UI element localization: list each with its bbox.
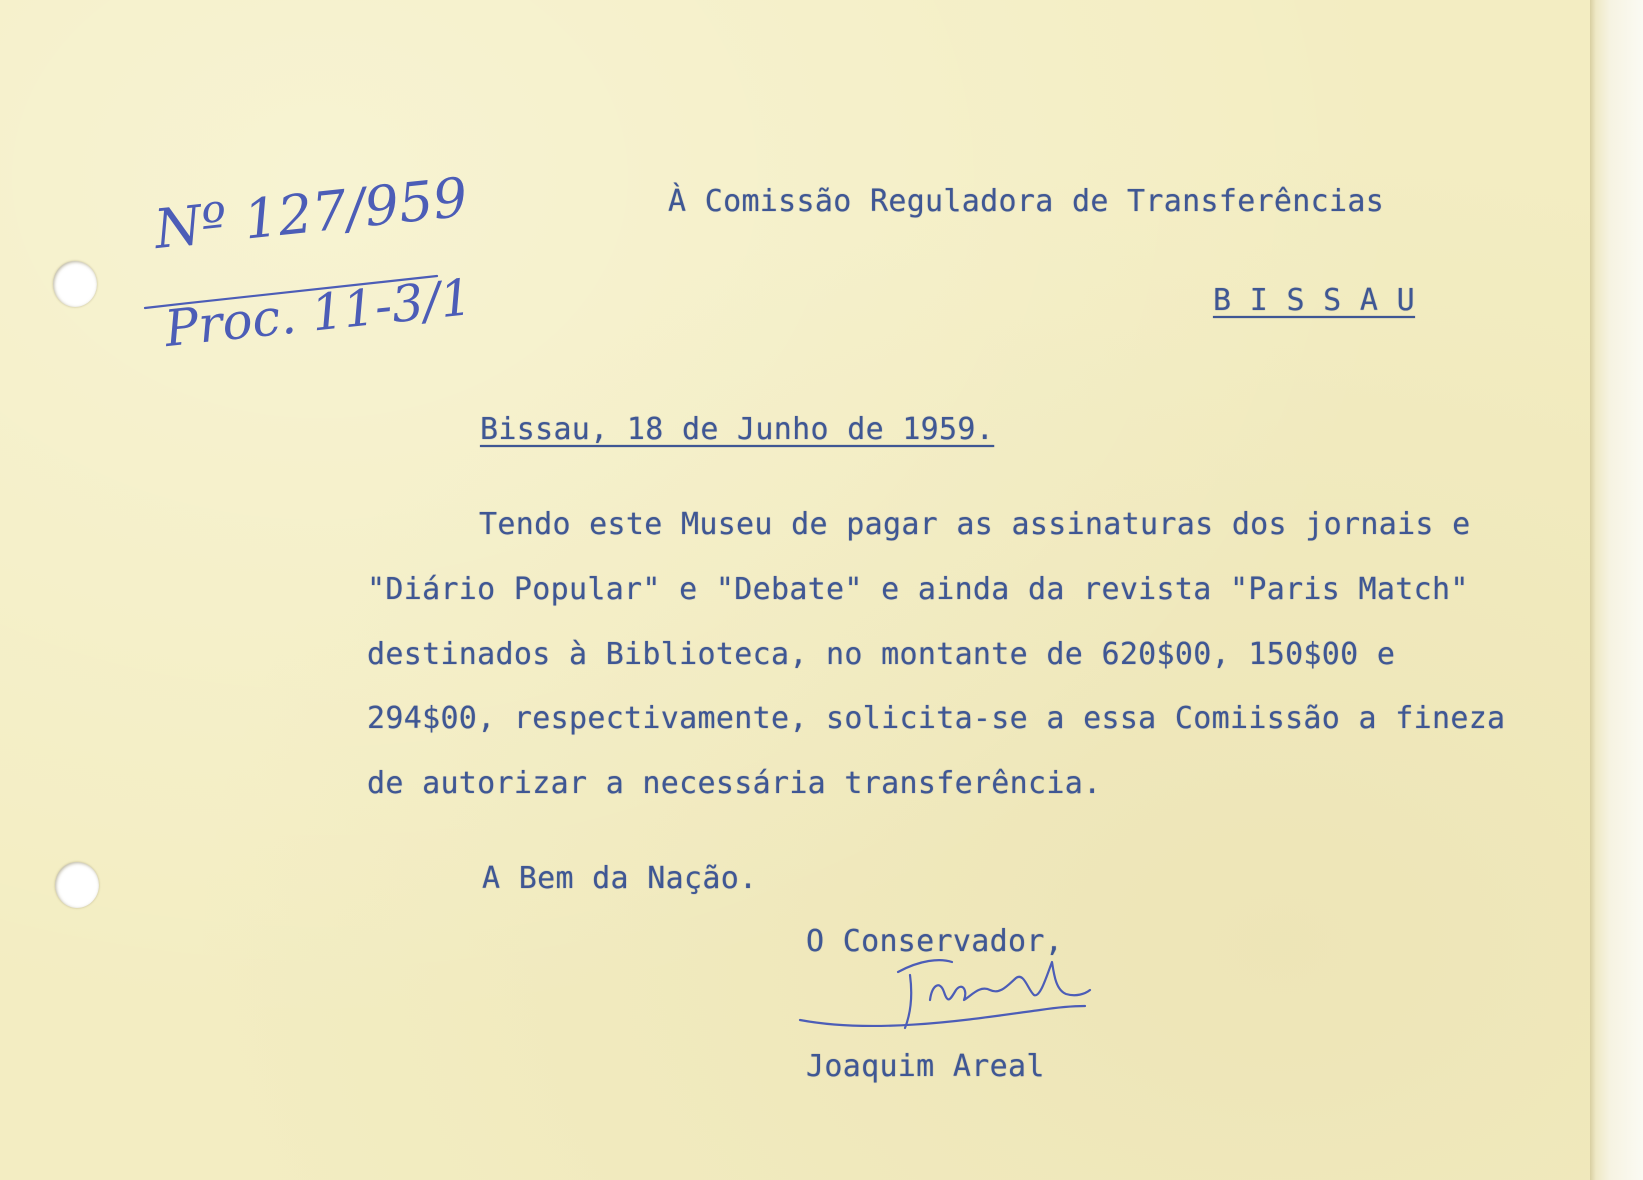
body-line-5: de autorizar a necessária transferência.: [367, 766, 1102, 801]
body-line-1: Tendo este Museu de pagar as assinaturas dos jornais e: [479, 507, 1471, 542]
body-line-4: 294$00, respectivamente, solicita-se a essa Comiissão a fineza: [367, 701, 1506, 736]
date-line: Bissau, 18 de Junho de 1959.: [480, 412, 995, 447]
addressee-city: B I S S A U: [1213, 283, 1415, 318]
signer-name: Joaquim Areal: [806, 1049, 1045, 1084]
handwritten-reference: Proc. 11-3/1: [161, 268, 475, 358]
handwritten-number: Nº 127/959: [151, 165, 471, 261]
signer-title: O Conservador,: [806, 924, 1064, 959]
addressee-line: À Comissão Reguladora de Transferências: [668, 184, 1385, 219]
closing-line: A Bem da Nação.: [482, 861, 758, 896]
body-line-3: destinados à Biblioteca, no montante de 620$00, 150$00 e: [367, 637, 1396, 672]
body-line-2: "Diário Popular" e "Debate" e ainda da revista "Paris Match": [367, 572, 1469, 607]
scan-edge: [1590, 0, 1643, 1180]
